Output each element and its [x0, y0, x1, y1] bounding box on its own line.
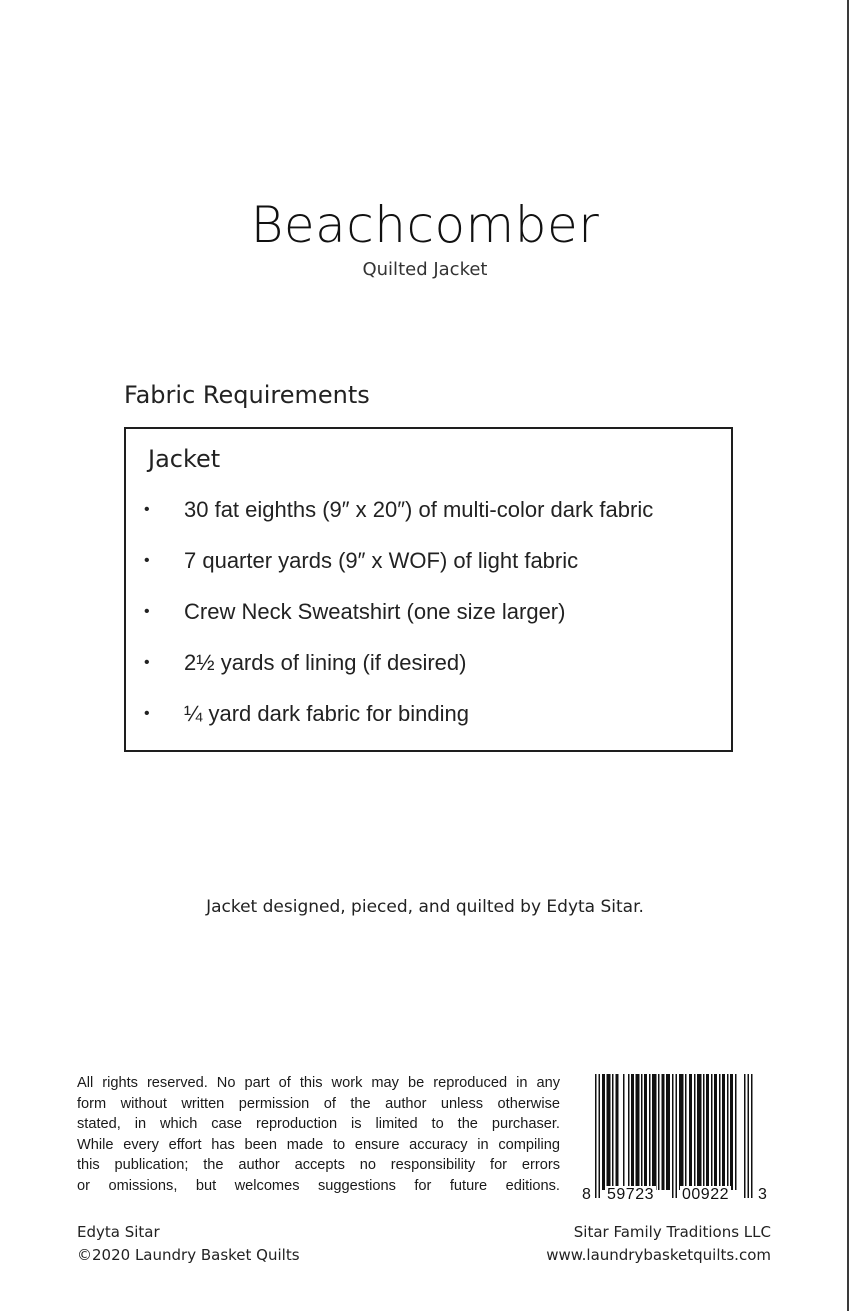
- fabric-requirements-box: [124, 427, 733, 752]
- legal-line: or omissions, but welcomes suggestions for future editions.: [77, 1177, 560, 1194]
- pattern-title: Beachcomber: [250, 196, 600, 254]
- pattern-subtitle: Quilted Jacket: [362, 259, 488, 280]
- footer-publisher-block: [546, 1221, 771, 1267]
- author-name: Edyta Sitar: [77, 1223, 160, 1241]
- upc-barcode: [578, 1074, 778, 1214]
- legal-line: this publication; the author accepts no responsibility for errors: [77, 1157, 560, 1173]
- requirement-text: 30 fat eighths (9″ x 20″) of multi-color dark fabric: [184, 497, 654, 522]
- jacket-heading: Jacket: [148, 445, 221, 473]
- copyright-line: ©2020 Laundry Basket Quilts: [77, 1246, 300, 1264]
- requirement-text: ¼ yard dark fabric for binding: [184, 701, 469, 726]
- bullet-icon: •: [144, 654, 150, 671]
- design-credit: Jacket designed, pieced, and quilted by Edyta Sitar.: [206, 897, 644, 917]
- barcode-group-right: 00922: [682, 1186, 729, 1203]
- footer-author-block: [77, 1221, 300, 1267]
- bullet-icon: •: [144, 501, 150, 518]
- legal-line: While every effort has been made to ensure accuracy in compiling: [77, 1136, 560, 1153]
- barcode-digit-left: 8: [582, 1186, 591, 1203]
- legal-line: form without written permission of the author unless otherwise: [77, 1095, 560, 1112]
- company-name: Sitar Family Traditions LLC: [573, 1223, 771, 1241]
- barcode-group-left: 59723: [607, 1186, 654, 1203]
- requirement-text: 7 quarter yards (9″ x WOF) of light fabric: [184, 548, 579, 573]
- legal-line: stated, in which case reproduction is limited to the purchaser.: [77, 1116, 560, 1132]
- barcode-digit-right: 3: [758, 1186, 767, 1203]
- bullet-icon: •: [144, 603, 150, 620]
- requirement-text: Crew Neck Sweatshirt (one size larger): [184, 599, 566, 624]
- fabric-requirements-heading: Fabric Requirements: [124, 381, 370, 409]
- requirement-text: 2½ yards of lining (if desired): [184, 650, 467, 675]
- website-link[interactable]: www.laundrybasketquilts.com: [546, 1246, 771, 1264]
- copyright-notice: [77, 1073, 560, 1196]
- bullet-icon: •: [144, 705, 150, 722]
- legal-line: All rights reserved. No part of this work may be reproduced in any: [77, 1075, 560, 1091]
- bullet-icon: •: [144, 552, 150, 569]
